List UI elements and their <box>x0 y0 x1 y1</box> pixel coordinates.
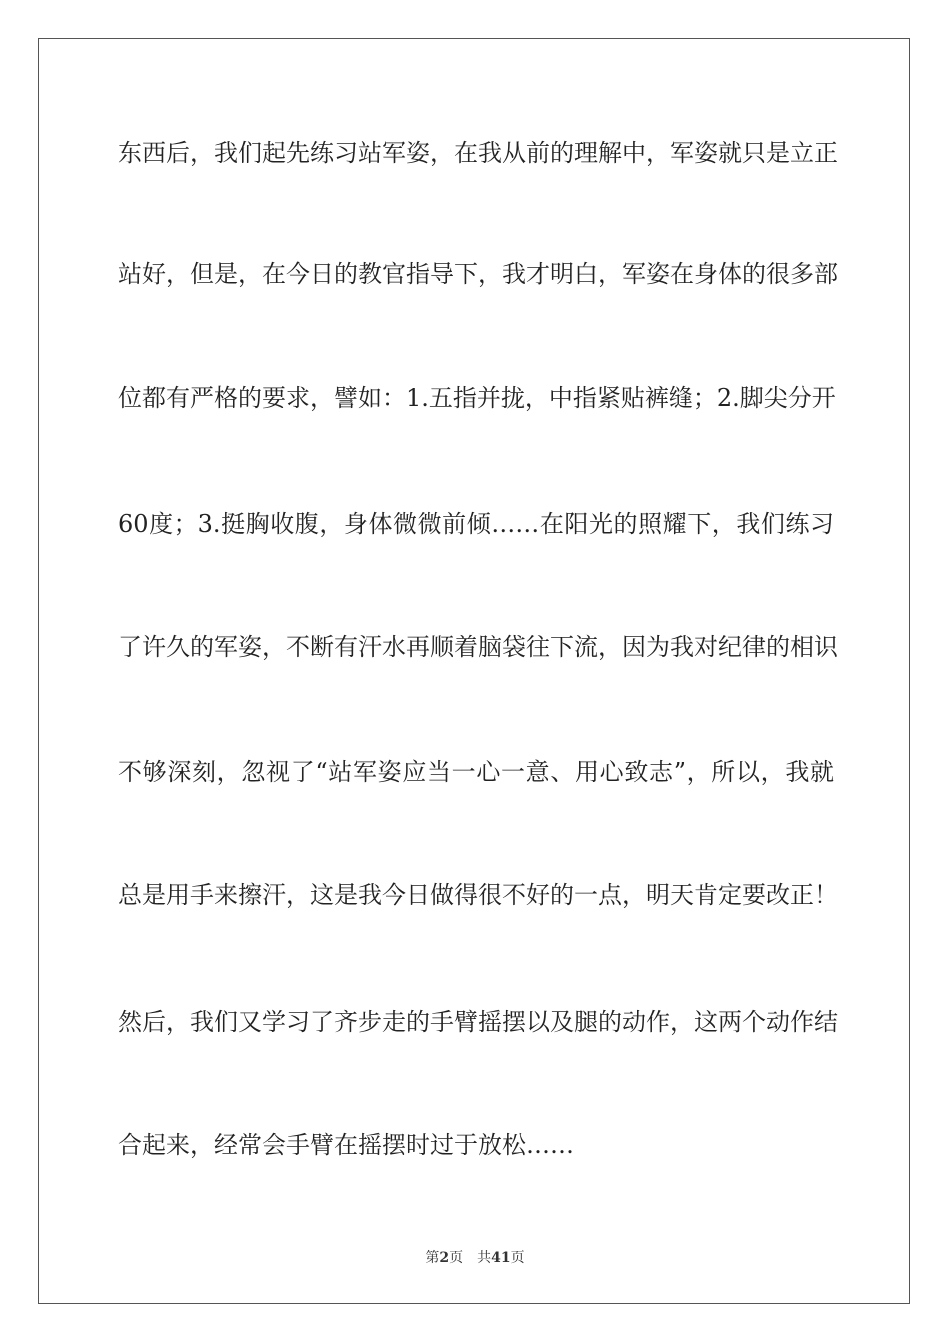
body-text-line-2: 站好，但是，在今日的教官指导下，我才明白，军姿在身体的很多部 <box>118 260 838 288</box>
page-number: 2 <box>439 1250 450 1266</box>
body-text-line-5: 了许久的军姿，不断有汗水再顺着脑袋往下流，因为我对纪律的相识 <box>118 633 838 661</box>
body-text-line-9: 合起来，经常会手臂在摇摆时过于放松…… <box>118 1131 574 1159</box>
body-text-line-6: 不够深刻，忽视了“站军姿应当一心一意、用心致志”，所以，我就 <box>118 758 834 786</box>
body-text-line-1: 东西后，我们起先练习站军姿，在我从前的理解中，军姿就只是立正 <box>118 139 838 167</box>
total-prefix: 共 <box>477 1250 492 1266</box>
body-text-line-4: 60度；3.挺胸收腹，身体微微前倾……在阳光的照耀下，我们练习 <box>118 510 834 538</box>
total-suffix: 页 <box>510 1250 525 1266</box>
page-prefix: 第 <box>425 1250 440 1266</box>
body-text-line-7: 总是用手来擦汗，这是我今日做得很不好的一点，明天肯定要改正！ <box>118 881 838 909</box>
body-text-line-3: 位都有严格的要求，譬如：1.五指并拢，中指紧贴裤缝；2.脚尖分开 <box>118 384 836 412</box>
page-footer <box>0 1247 950 1267</box>
total-pages: 41 <box>491 1250 511 1266</box>
body-text-line-8: 然后，我们又学习了齐步走的手臂摇摆以及腿的动作，这两个动作结 <box>118 1008 838 1036</box>
page-frame <box>38 38 910 1304</box>
page-suffix: 页 <box>449 1250 464 1266</box>
